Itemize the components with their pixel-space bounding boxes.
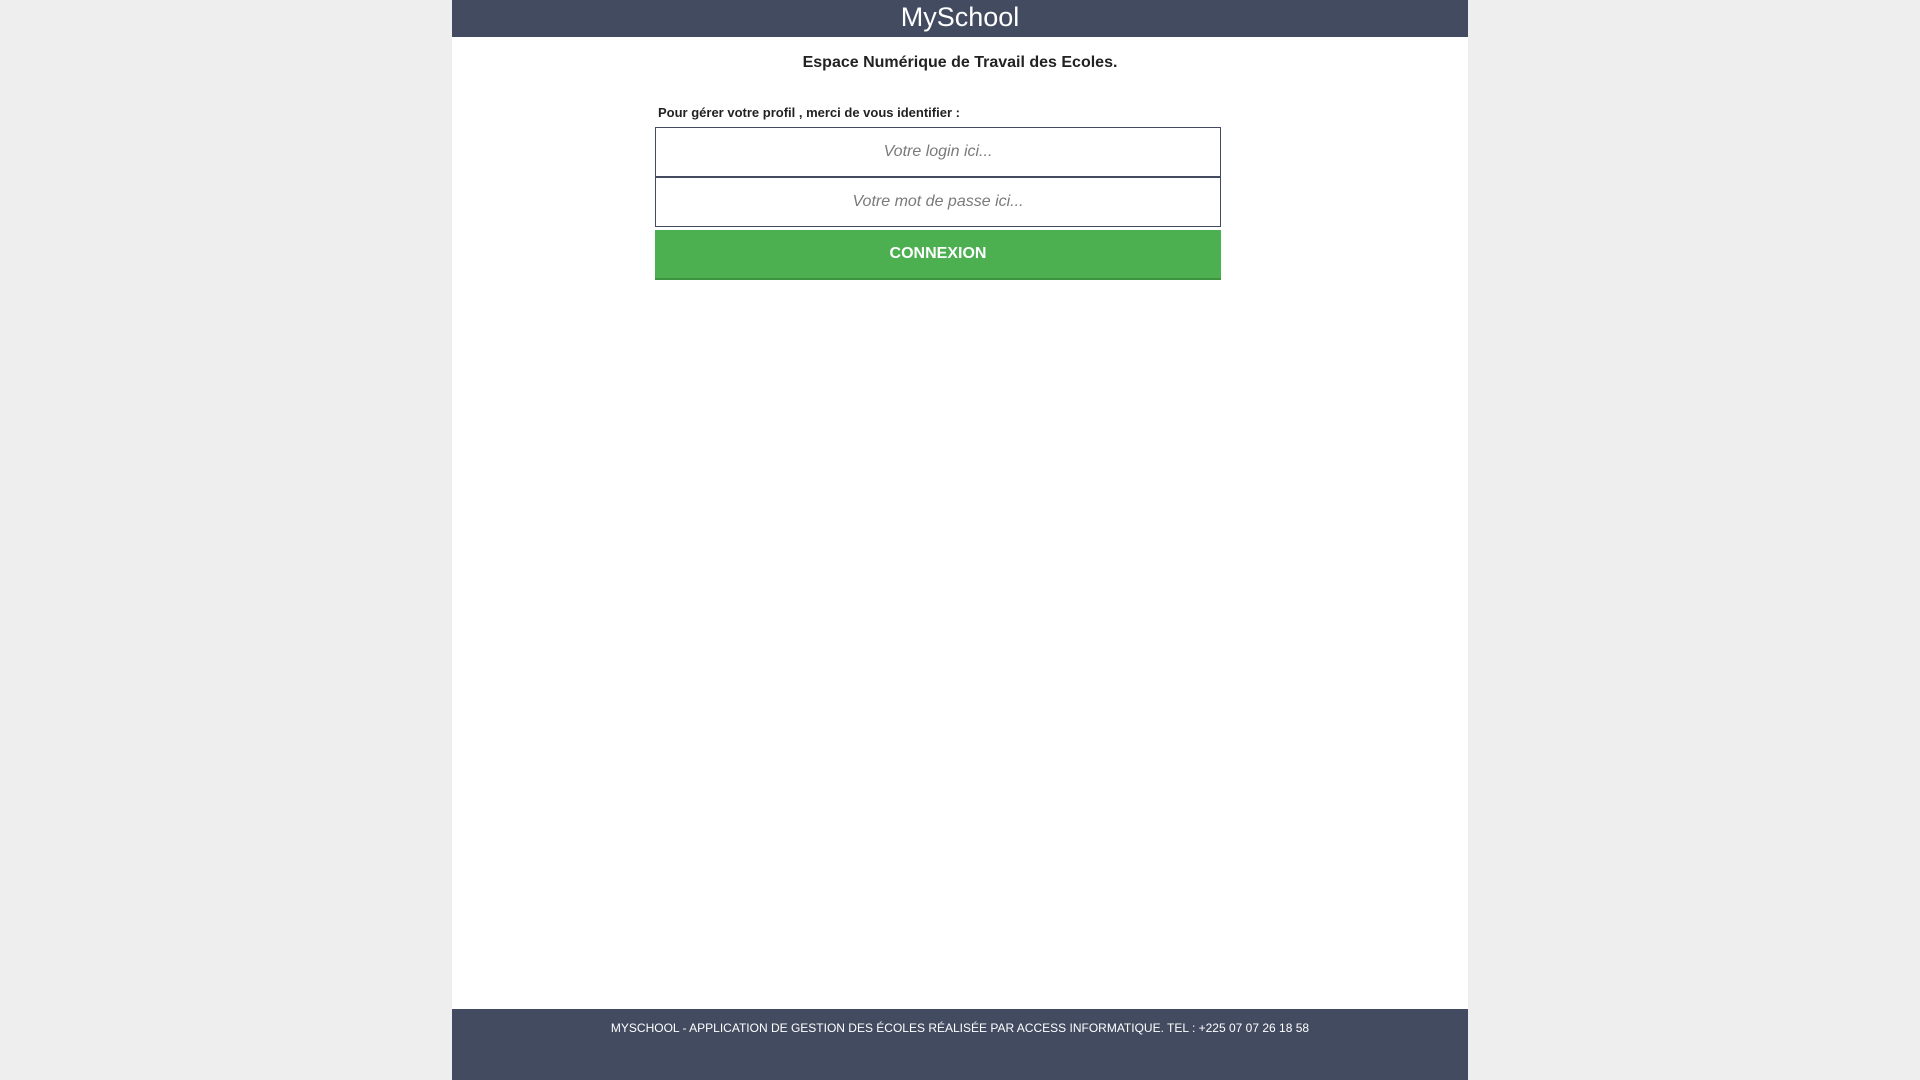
app-title: MySchool bbox=[900, 2, 1020, 32]
page-container bbox=[452, 0, 1468, 1080]
footer-text: MYSCHOOL - APPLICATION DE GESTION DES ÉCOLES RÉALISÉE PAR ACCESS INFORMATIQUE. TEL : +225 07 07 26 18 58 bbox=[610, 1021, 1310, 1035]
page-footer bbox=[452, 1009, 1468, 1080]
connexion-button[interactable]: CONNEXION bbox=[655, 230, 1221, 280]
app-header bbox=[452, 0, 1468, 37]
login-input[interactable] bbox=[655, 127, 1221, 177]
login-prompt: Pour gérer votre profil , merci de vous identifier : bbox=[658, 105, 960, 120]
page-subtitle: Espace Numérique de Travail des Ecoles. bbox=[802, 54, 1118, 71]
login-form bbox=[655, 105, 1222, 280]
password-input[interactable] bbox=[655, 177, 1221, 227]
